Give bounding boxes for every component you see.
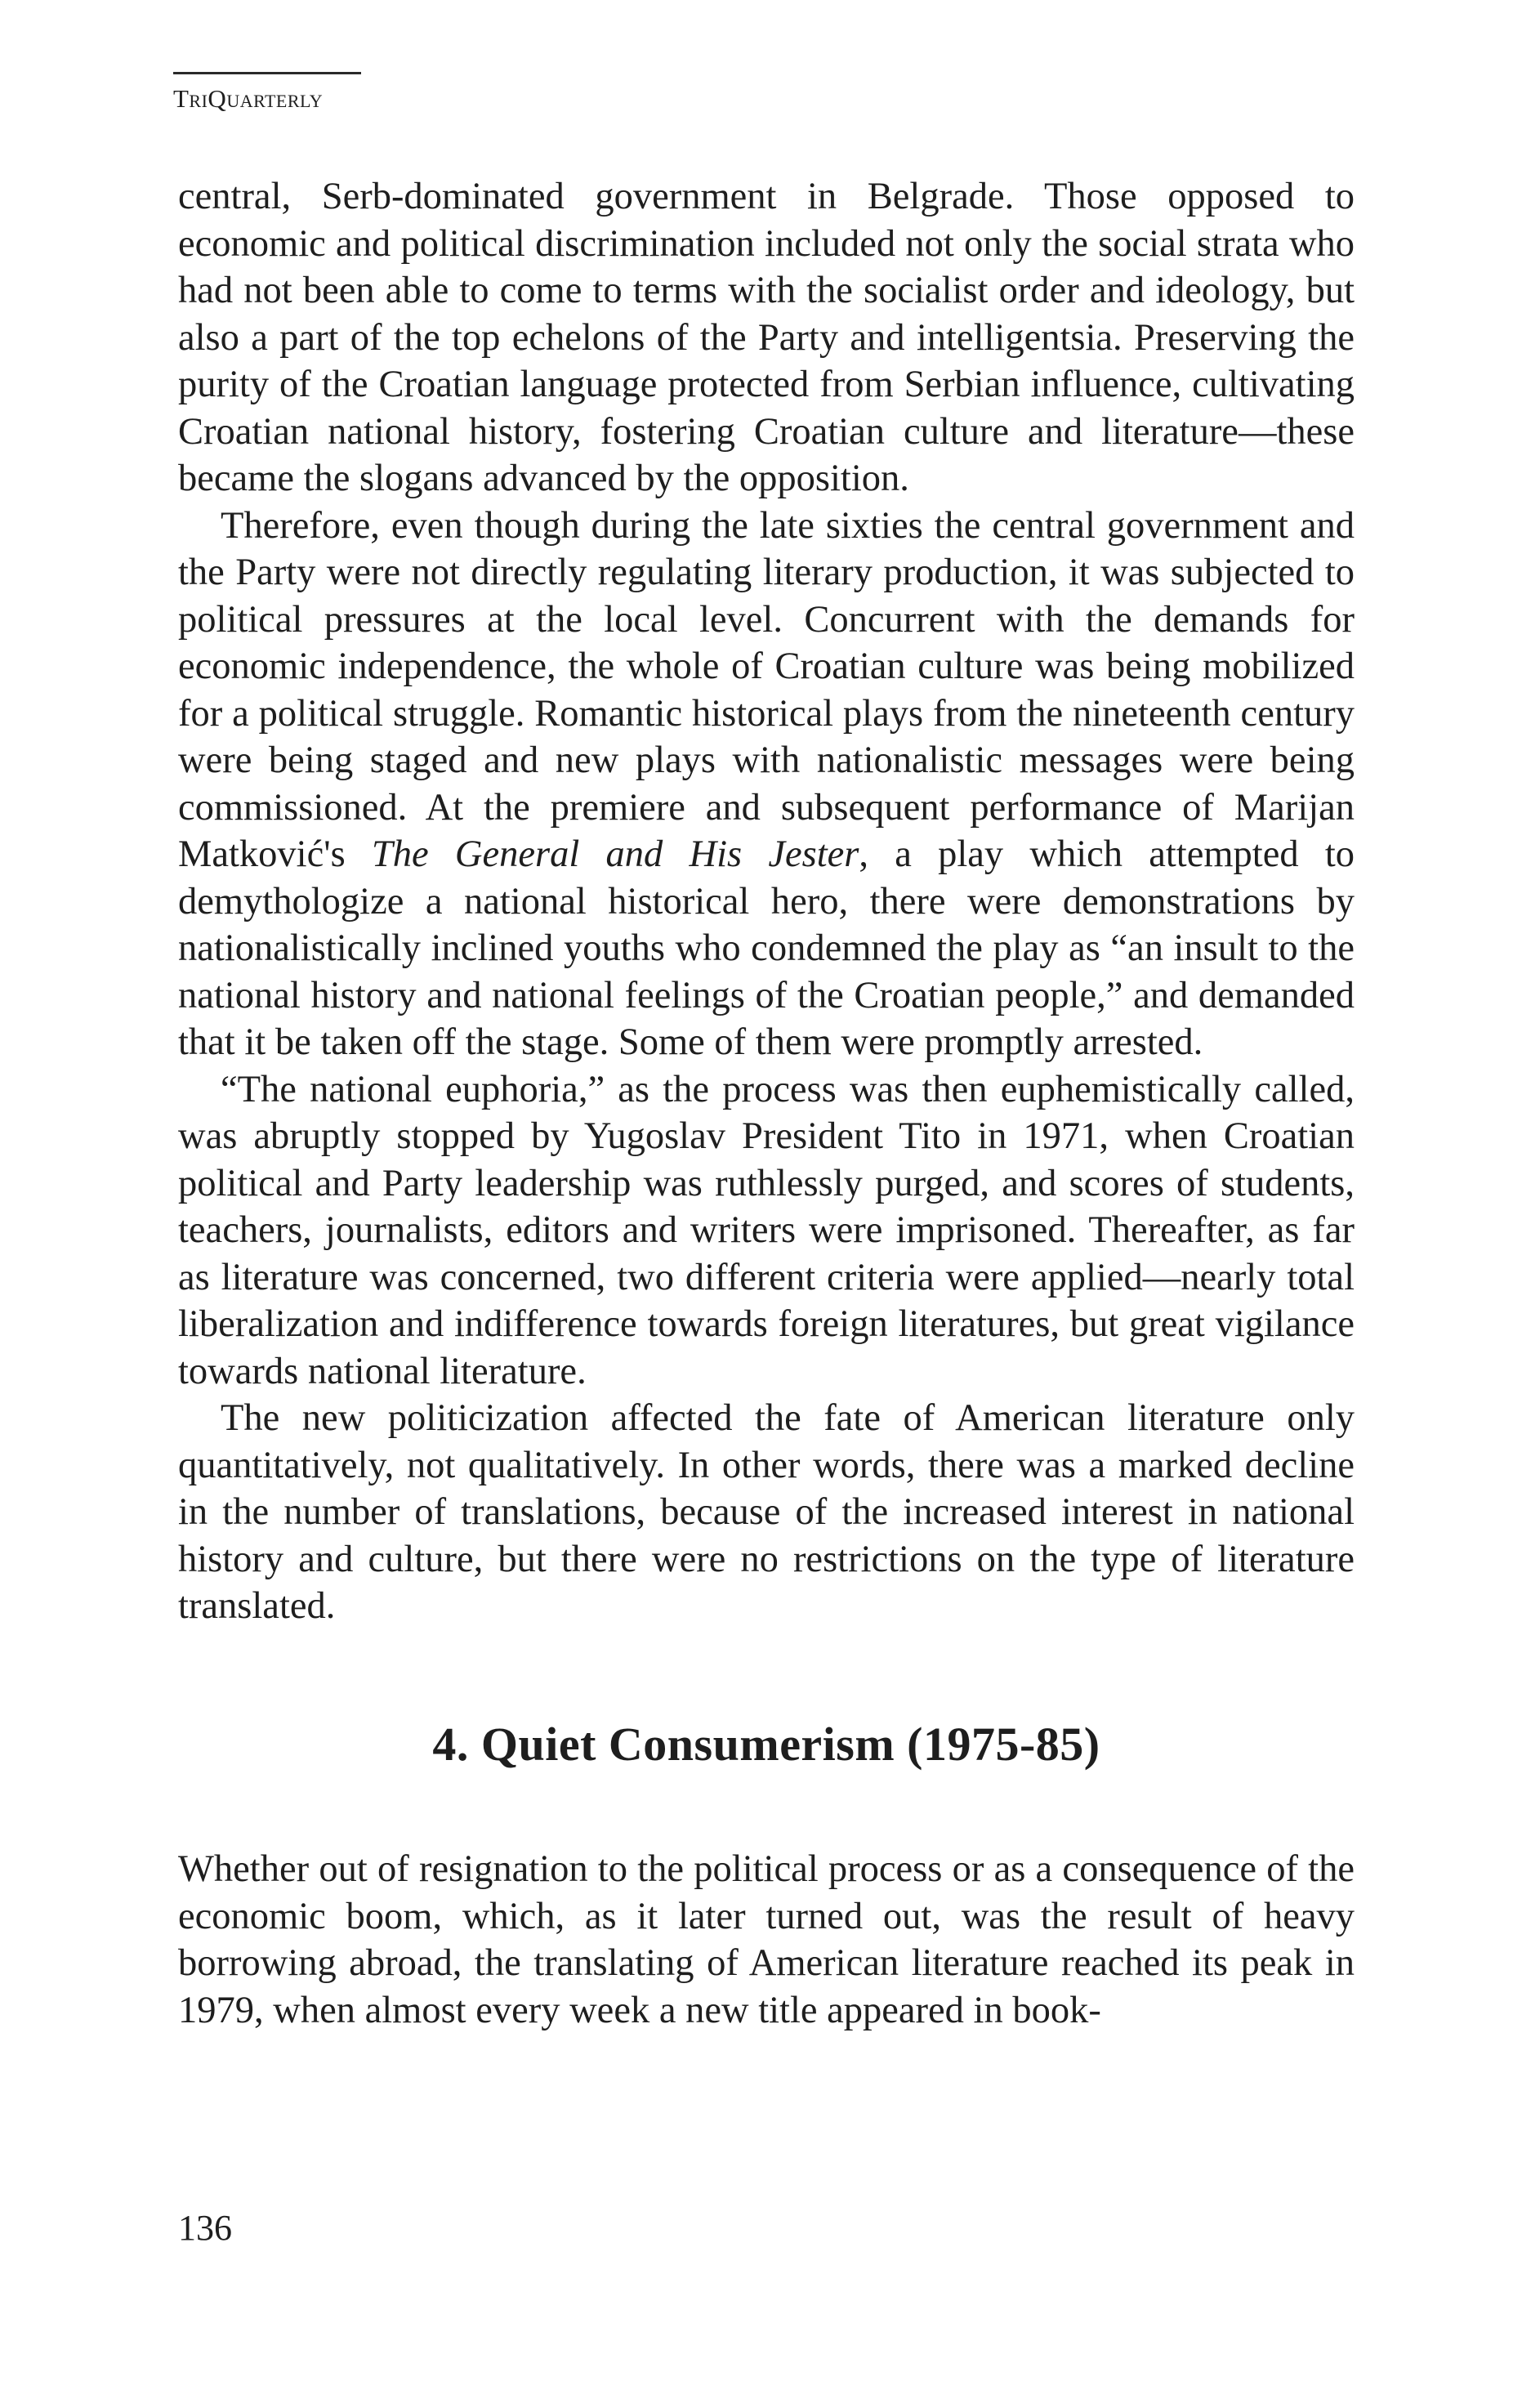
section-paragraph-1: Whether out of resignation to the political process or as a consequence of the economic boom, which, as it later turned out, was the result of heavy borrowing abroad, the translating of American literature reached its peak in 1979, when almost every week a new title appeared in book- (178, 1848, 1355, 2031)
running-head-title: TriQuarterly (173, 84, 324, 113)
paragraph-3: “The national euphoria,” as the process was then euphemistically called, was abruptly stopped by Yugoslav President Tito in 1971, when Croatian political and Party leadership was ruthlessly purged, and scores of students, teachers, journalists, editors and writers were imprisoned. Thereafter, as far as literature was concerned, two different criteria were applied—nearly total liberalization and indifference towards foreign literatures, but great vigilance towards national literature. (178, 1068, 1355, 1392)
paragraph-4: The new politicization affected the fate of American literature only quantitatively, not qualitatively. In other words, there was a marked decline in the number of translations, because of the increased interest in national history and culture, but there were no restrictions on the type of literature translated. (178, 1397, 1355, 1627)
paragraph-2-continuation: , a play which attempted to demythologize a national historical hero, there were demonstrations by nationalistically inclined youths who condemned the play as “an insult to the national history and national feelings of the Croatian people,” and demanded that it be taken off the stage. Some of them were promptly arrested. (178, 833, 1355, 1063)
page-number: 136 (178, 2208, 232, 2248)
paragraph-2-text: Therefore, even though during the late sixties the central government and the Party were not directly regulating literary production, it was subjected to political pressures at the local level. Concurrent with the demands for economic independence, the whole of Croatian culture was being mobilized for a political struggle. Romantic historical plays from the nineteenth century were being staged and new plays with nationalistic messages were being commissioned. At the premiere and subsequent performance of Marijan Matković's (178, 504, 1355, 875)
running-head (173, 72, 361, 111)
article-body (178, 173, 1355, 2034)
paragraph-1: central, Serb-dominated government in Belgrade. Those opposed to economic and political discrimination included not only the social strata who had not been able to come to terms with the socialist order and ideology, but also a part of the top echelons of the Party and intelligentsia. Preserving the purity of the Croatian language protected from Serbian influence, cultivating Croatian national history, fostering Croatian culture and literature—these became the slogans advanced by the opposition. (178, 176, 1355, 499)
play-title: The General and His Jester (371, 833, 859, 875)
running-head-rule (173, 72, 361, 74)
section-heading: 4. Quiet Consumerism (1975-85) (432, 1717, 1100, 1771)
paragraph-2 (178, 503, 1355, 1066)
